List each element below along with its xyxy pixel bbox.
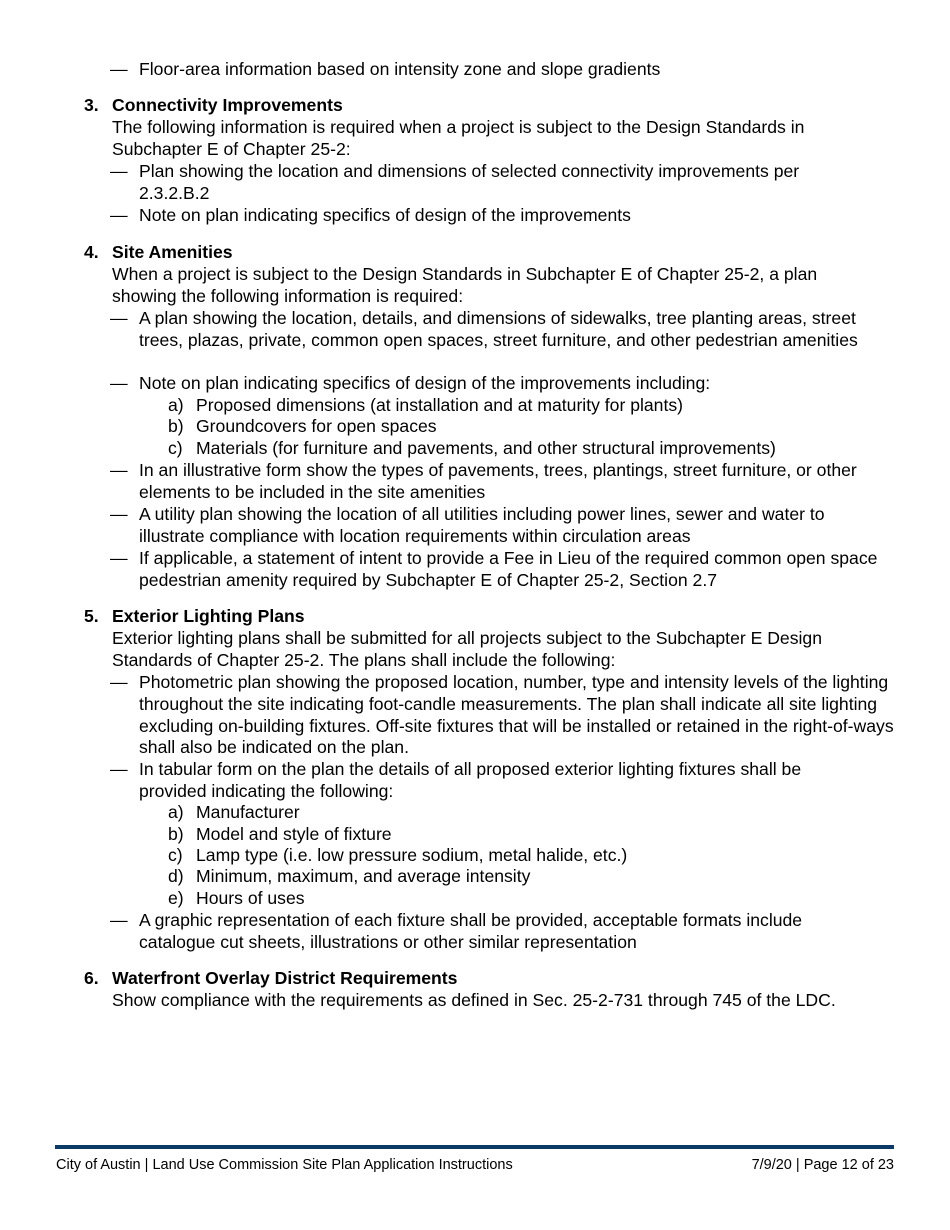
section-heading-connectivity bbox=[84, 95, 343, 117]
section-title: Site Amenities bbox=[112, 242, 233, 262]
sub-item-letter: e) bbox=[168, 888, 184, 908]
sub-item-text: Groundcovers for open spaces bbox=[196, 416, 437, 436]
section-intro: When a project is subject to the Design Standards in Subchapter E of Chapter 25-2, a plan showing the following information is required: bbox=[112, 264, 818, 306]
section-number: 4. bbox=[84, 242, 99, 262]
list-item-text: In an illustrative form show the types of pavements, trees, plantings, street furniture, or other elements to be included in the site amenities bbox=[139, 460, 857, 502]
list-item-text: A graphic representation of each fixture shall be provided, acceptable formats include catalogue cut sheets, illustrations or other similar representation bbox=[139, 910, 803, 952]
sub-list-item bbox=[168, 416, 868, 438]
dash-bullet: — bbox=[110, 460, 128, 480]
section-title: Waterfront Overlay District Requirements bbox=[112, 968, 458, 988]
sub-item-letter: b) bbox=[168, 824, 184, 844]
section-title: Connectivity Improvements bbox=[112, 95, 343, 115]
sub-item-text: Hours of uses bbox=[196, 888, 305, 908]
sub-item-text: Model and style of fixture bbox=[196, 824, 392, 844]
footer-rule bbox=[55, 1145, 894, 1149]
footer-page-info: 7/9/20 | Page 12 of 23 bbox=[751, 1157, 894, 1173]
sub-item-letter: b) bbox=[168, 416, 184, 436]
section-heading-site-amenities bbox=[84, 242, 233, 264]
list-item-text: Note on plan indicating specifics of design of the improvements including: bbox=[139, 373, 711, 393]
list-item-text: Plan showing the location and dimensions of selected connectivity improvements per 2.3.2.B.2 bbox=[139, 161, 800, 203]
sub-list-item bbox=[168, 824, 868, 846]
list-item-text: If applicable, a statement of intent to provide a Fee in Lieu of the required common open space pedestrian amenity required by Subchapter E of Chapter 25-2, Section 2.7 bbox=[139, 548, 878, 590]
list-item bbox=[110, 373, 899, 395]
list-item-text: Photometric plan showing the proposed location, number, type and intensity levels of the lighting throughout the site indicating foot-candle measurements. The plan shall indicate all site lighting excluding on-building fixtures. Off-site fixtures that will be installed or retained in the right-of-ways shall also be indicated on the plan. bbox=[139, 672, 894, 758]
sub-item-text: Lamp type (i.e. low pressure sodium, metal halide, etc.) bbox=[196, 845, 628, 865]
section-heading-exterior-lighting bbox=[84, 606, 305, 628]
sub-item-text: Materials (for furniture and pavements, and other structural improvements) bbox=[196, 438, 776, 458]
dash-bullet: — bbox=[110, 308, 128, 328]
list-item bbox=[110, 759, 859, 803]
list-item bbox=[110, 672, 899, 759]
sub-list-item bbox=[168, 866, 868, 888]
dash-bullet: — bbox=[110, 759, 128, 779]
sub-item-text: Proposed dimensions (at installation and at maturity for plants) bbox=[196, 395, 684, 415]
section-intro: The following information is required when a project is subject to the Design Standards in Subchapter E of Chapter 25-2: bbox=[112, 117, 805, 159]
dash-bullet: — bbox=[110, 373, 128, 393]
section-intro: Show compliance with the requirements as defined in Sec. 25-2-731 through 745 of the LDC. bbox=[112, 990, 836, 1010]
list-item bbox=[110, 205, 899, 227]
dash-bullet: — bbox=[110, 161, 128, 181]
section-number: 6. bbox=[84, 968, 99, 988]
list-item bbox=[110, 59, 899, 81]
section-heading-waterfront-overlay bbox=[84, 968, 457, 990]
sub-item-text: Manufacturer bbox=[196, 802, 300, 822]
sub-list-item bbox=[168, 395, 868, 417]
footer-document-title: City of Austin | Land Use Commission Site Plan Application Instructions bbox=[56, 1157, 513, 1173]
sub-item-letter: a) bbox=[168, 395, 184, 415]
list-item bbox=[110, 308, 884, 352]
sub-list-item bbox=[168, 888, 868, 910]
section-title: Exterior Lighting Plans bbox=[112, 606, 305, 626]
list-item bbox=[110, 460, 859, 504]
sub-list-item bbox=[168, 845, 868, 867]
list-item bbox=[110, 161, 859, 205]
section-intro: Exterior lighting plans shall be submitted for all projects subject to the Subchapter E Design Standards of Chapter 25-2. The plans shall include the following: bbox=[112, 628, 822, 670]
section-number: 3. bbox=[84, 95, 99, 115]
dash-bullet: — bbox=[110, 504, 128, 524]
sub-item-letter: c) bbox=[168, 438, 183, 458]
list-item bbox=[110, 548, 879, 592]
sub-list-item bbox=[168, 802, 868, 824]
sub-item-text: Minimum, maximum, and average intensity bbox=[196, 866, 531, 886]
dash-bullet: — bbox=[110, 548, 128, 568]
sub-item-letter: a) bbox=[168, 802, 184, 822]
section-number: 5. bbox=[84, 606, 99, 626]
list-item bbox=[110, 504, 879, 548]
list-item-text: A plan showing the location, details, and dimensions of sidewalks, tree planting areas, street trees, plazas, private, common open spaces, street furniture, and other pedestrian amenities bbox=[139, 308, 858, 350]
dash-bullet: — bbox=[110, 672, 128, 692]
dash-bullet: — bbox=[110, 910, 128, 930]
dash-bullet: — bbox=[110, 59, 128, 79]
list-item-text: A utility plan showing the location of all utilities including power lines, sewer and water to illustrate compliance with location requirements within circulation areas bbox=[139, 504, 825, 546]
sub-item-letter: c) bbox=[168, 845, 183, 865]
sub-list-item bbox=[168, 438, 868, 460]
list-item-text: Floor-area information based on intensity zone and slope gradients bbox=[139, 59, 661, 79]
dash-bullet: — bbox=[110, 205, 128, 225]
list-item bbox=[110, 910, 859, 954]
list-item-text: In tabular form on the plan the details of all proposed exterior lighting fixtures shall be provided indicating the following: bbox=[139, 759, 802, 801]
list-item-text: Note on plan indicating specifics of design of the improvements bbox=[139, 205, 631, 225]
sub-item-letter: d) bbox=[168, 866, 184, 886]
